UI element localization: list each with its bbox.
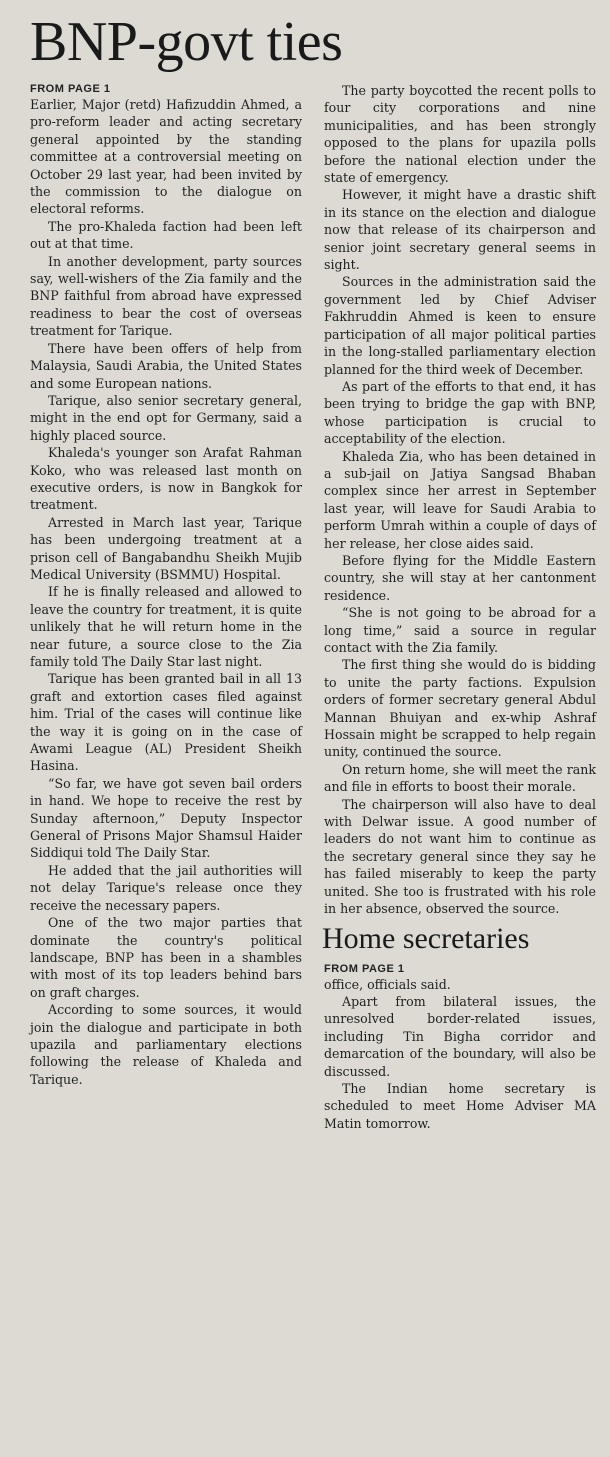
paragraph: Earlier, Major (retd) Hafizuddin Ahmed, a pro-reform leader and acting secretary general appointed by the standing committee at a controversial meeting on October 29 last year, had been invited by the commission to the dialogue on electoral reforms.: [30, 97, 302, 217]
paragraph: There have been offers of help from Malaysia, Saudi Arabia, the United States and some European nations.: [30, 340, 302, 391]
column-right: [324, 82, 596, 1132]
paragraph: One of the two major parties that dominate the country's political landscape, BNP has been in a shambles with most of its top leaders behind bars on graft charges.: [30, 915, 302, 1000]
paragraph: If he is finally released and allowed to leave the country for treatment, it is quite unlikely that he will return home in the near future, a source close to the Zia family told The Daily Star last night.: [30, 584, 302, 669]
paragraph: In another development, party sources say, well-wishers of the Zia family and the BNP faithful from abroad have expressed readiness to bear the cost of overseas treatment for Tarique.: [30, 253, 302, 339]
paragraph: The chairperson will also have to deal with Delwar issue. A good number of leaders do not want him to continue as the secretary general since they say he has failed miserably to keep the party united. She too is frustrated with his role in her absence, observed the source.: [324, 796, 596, 917]
paragraph: As part of the efforts to that end, it has been trying to bridge the gap with BNP, whose participation is crucial to acceptability of the election.: [324, 378, 596, 447]
paragraph: However, it might have a drastic shift in its stance on the election and dialogue now that release of its chairperson and senior joint secretary general seems in sight.: [324, 187, 596, 273]
paragraph: The Indian home secretary is scheduled to meet Home Adviser MA Matin tomorrow.: [324, 1080, 596, 1131]
column-left-body: [30, 96, 302, 1088]
paragraph: Arrested in March last year, Tarique has been undergoing treatment at a prison cell of Bangabandhu Sheikh Mujib Medical University (BSMMU) Hospital.: [30, 514, 302, 582]
article-columns: [30, 82, 598, 1132]
paragraph: He added that the jail authorities will not delay Tarique's release once they receive the necessary papers.: [30, 862, 302, 913]
column-right-body: [324, 82, 596, 918]
second-continued-from-label: FROM PAGE 1: [324, 962, 405, 975]
paragraph: “So far, we have got seven bail orders in hand. We hope to receive the rest by Sunday afternoon,” Deputy Inspector General of Prisons Major Shamsul Haider Siddiqui told The Daily Star.: [30, 775, 302, 861]
continued-from-label: FROM PAGE 1: [30, 83, 111, 95]
paragraph: office, officials said.: [324, 976, 451, 992]
paragraph: The pro-Khaleda faction had been left out at that time.: [30, 218, 302, 252]
paragraph: The party boycotted the recent polls to four city corporations and nine municipalities, and has been strongly opposed to the plans for upazila polls before the national election under the state of emergency.: [324, 83, 596, 186]
second-story-body: [324, 976, 596, 1133]
paragraph: Sources in the administration said the government led by Chief Adviser Fakhruddin Ahmed is keen to ensure participation of all major political parties in the long-stalled parliamentary election planned for the third week of December.: [324, 274, 596, 377]
paragraph: Khaleda's younger son Arafat Rahman Koko, who was released last month on executive orders, is now in Bangkok for treatment.: [30, 445, 302, 513]
paragraph: Before flying for the Middle Eastern country, she will stay at her cantonment residence.: [324, 552, 596, 603]
paragraph: Khaleda Zia, who has been detained in a sub-jail on Jatiya Sangsad Bhaban complex since her arrest in September last year, will leave for Saudi Arabia to perform Umrah within a couple of days of her release, her close aides said.: [324, 448, 596, 551]
column-left: [30, 82, 302, 1132]
paragraph: “She is not going to be abroad for a long time,” said a source in regular contact with the Zia family.: [324, 605, 596, 655]
main-headline: BNP-govt ties: [30, 11, 343, 73]
paragraph: Apart from bilateral issues, the unresolved border-related issues, including Tin Bigha corridor and demarcation of the boundary, will also be discussed.: [324, 993, 596, 1079]
second-headline: Home secretaries: [322, 921, 530, 955]
paragraph: The first thing she would do is bidding to unite the party factions. Expulsion orders of former secretary general Abdul Mannan Bhuiyan and ex-whip Ashraf Hossain might be scrapped to help regain unity, continued the source.: [324, 657, 596, 760]
paragraph: Tarique has been granted bail in all 13 graft and extortion cases filed against him. Trial of the cases will continue like the way it is going on in the case of Awami League (AL) President Sheikh Hasina.: [30, 671, 302, 774]
paragraph: On return home, she will meet the rank and file in efforts to boost their morale.: [324, 761, 596, 795]
paragraph: Tarique, also senior secretary general, might in the end opt for Germany, said a highly placed source.: [30, 392, 302, 443]
paragraph: According to some sources, it would join the dialogue and participate in both upazila and parliamentary elections following the release of Khaleda and Tarique.: [30, 1002, 302, 1087]
